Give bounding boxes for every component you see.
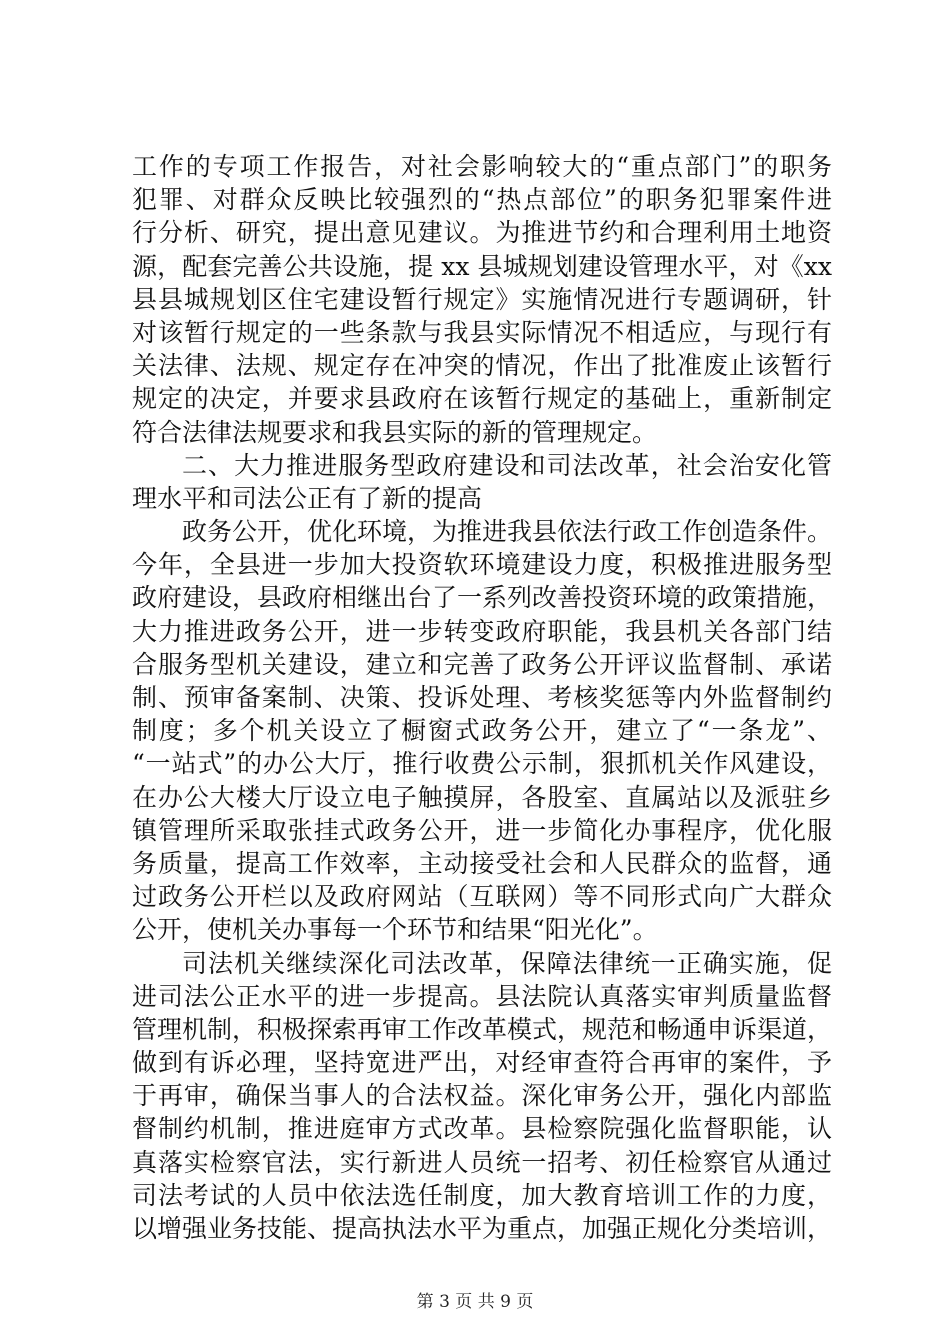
text-line: 规定的决定，并要求县政府在该暂行规定的基础上，重新制定 xyxy=(132,384,832,414)
text-line: 关法律、法规、规定存在冲突的情况，作出了批准废止该暂行 xyxy=(132,351,832,381)
text-line: “一站式”的办公大厅，推行收费公示制，狠抓机关作风建设， xyxy=(132,749,832,779)
text-line: 大力推进政务公开，进一步转变政府职能，我县机关各部门结 xyxy=(132,616,832,646)
text-line: 工作的专项工作报告，对社会影响较大的“重点部门”的职务 xyxy=(132,152,832,181)
text-line: 政府建设，县政府相继出台了一系列改善投资环境的政策措施， xyxy=(132,583,832,613)
text-line: 真落实检察官法，实行新进人员统一招考、初任检察官从通过 xyxy=(132,1147,832,1177)
text-line: 制、预审备案制、决策、投诉处理、考核奖惩等内外监督制约 xyxy=(132,683,832,712)
text-line: 做到有诉必理，坚持宽进严出，对经审查符合再审的案件，予 xyxy=(132,1048,832,1078)
text-line: 镇管理所采取张挂式政务公开，进一步简化办事程序，优化服 xyxy=(132,815,832,845)
text-line: 司法考试的人员中依法选任制度，加大教育培训工作的力度， xyxy=(132,1180,832,1210)
text-line: 进司法公正水平的进一步提高。县法院认真落实审判质量监督 xyxy=(132,981,832,1011)
text-line: 司法机关继续深化司法改革，保障法律统一正确实施，促 xyxy=(182,948,832,978)
text-line: 政务公开，优化环境，为推进我县依法行政工作创造条件。 xyxy=(182,517,832,547)
text-line: 制度；多个机关设立了橱窗式政务公开，建立了“一条龙”、 xyxy=(132,716,832,746)
section-heading-line: 二、大力推进服务型政府建设和司法改革，社会治安化管 xyxy=(182,450,832,480)
text-line: 公开，使机关办事每一个环节和结果“阳光化”。 xyxy=(132,915,658,945)
text-line: 过政务公开栏以及政府网站（互联网）等不同形式向广大群众 xyxy=(132,882,832,912)
text-line: 在办公大楼大厅设立电子触摸屏，各股室、直属站以及派驻乡 xyxy=(132,782,832,812)
text-line: 合服务型机关建设，建立和完善了政务公开评议监督制、承诺 xyxy=(132,649,832,679)
document-body xyxy=(132,150,832,1245)
text-line: 行分析、研究，提出意见建议。为推进节约和合理利用土地资 xyxy=(132,218,832,248)
text-line: 县县城规划区住宅建设暂行规定》实施情况进行专题调研，针 xyxy=(132,284,832,314)
page-number-footer: 第 3 页 共 9 页 xyxy=(416,1292,534,1312)
text-line: 今年，全县进一步加大投资软环境建设力度，积极推进服务型 xyxy=(132,550,832,580)
section-heading-line: 理水平和司法公正有了新的提高 xyxy=(132,483,483,513)
text-line: 对该暂行规定的一些条款与我县实际情况不相适应，与现行有 xyxy=(132,317,832,347)
text-line: 犯罪、对群众反映比较强烈的“热点部位”的职务犯罪案件进 xyxy=(132,185,832,215)
text-line: 源，配套完善公共设施，提 xx 县城规划建设管理水平，对《xx xyxy=(132,251,832,281)
text-line: 务质量，提高工作效率，主动接受社会和人民群众的监督，通 xyxy=(132,848,832,878)
text-line: 督制约机制，推进庭审方式改革。县检察院强化监督职能，认 xyxy=(132,1114,832,1144)
text-line: 符合法律法规要求和我县实际的新的管理规定。 xyxy=(132,417,658,447)
text-line: 以增强业务技能、提高执法水平为重点，加强正规化分类培训， xyxy=(132,1214,832,1243)
text-line: 管理机制，积极探索再审工作改革模式，规范和畅通申诉渠道， xyxy=(132,1014,832,1044)
text-line: 于再审，确保当事人的合法权益。深化审务公开，强化内部监 xyxy=(132,1081,832,1111)
